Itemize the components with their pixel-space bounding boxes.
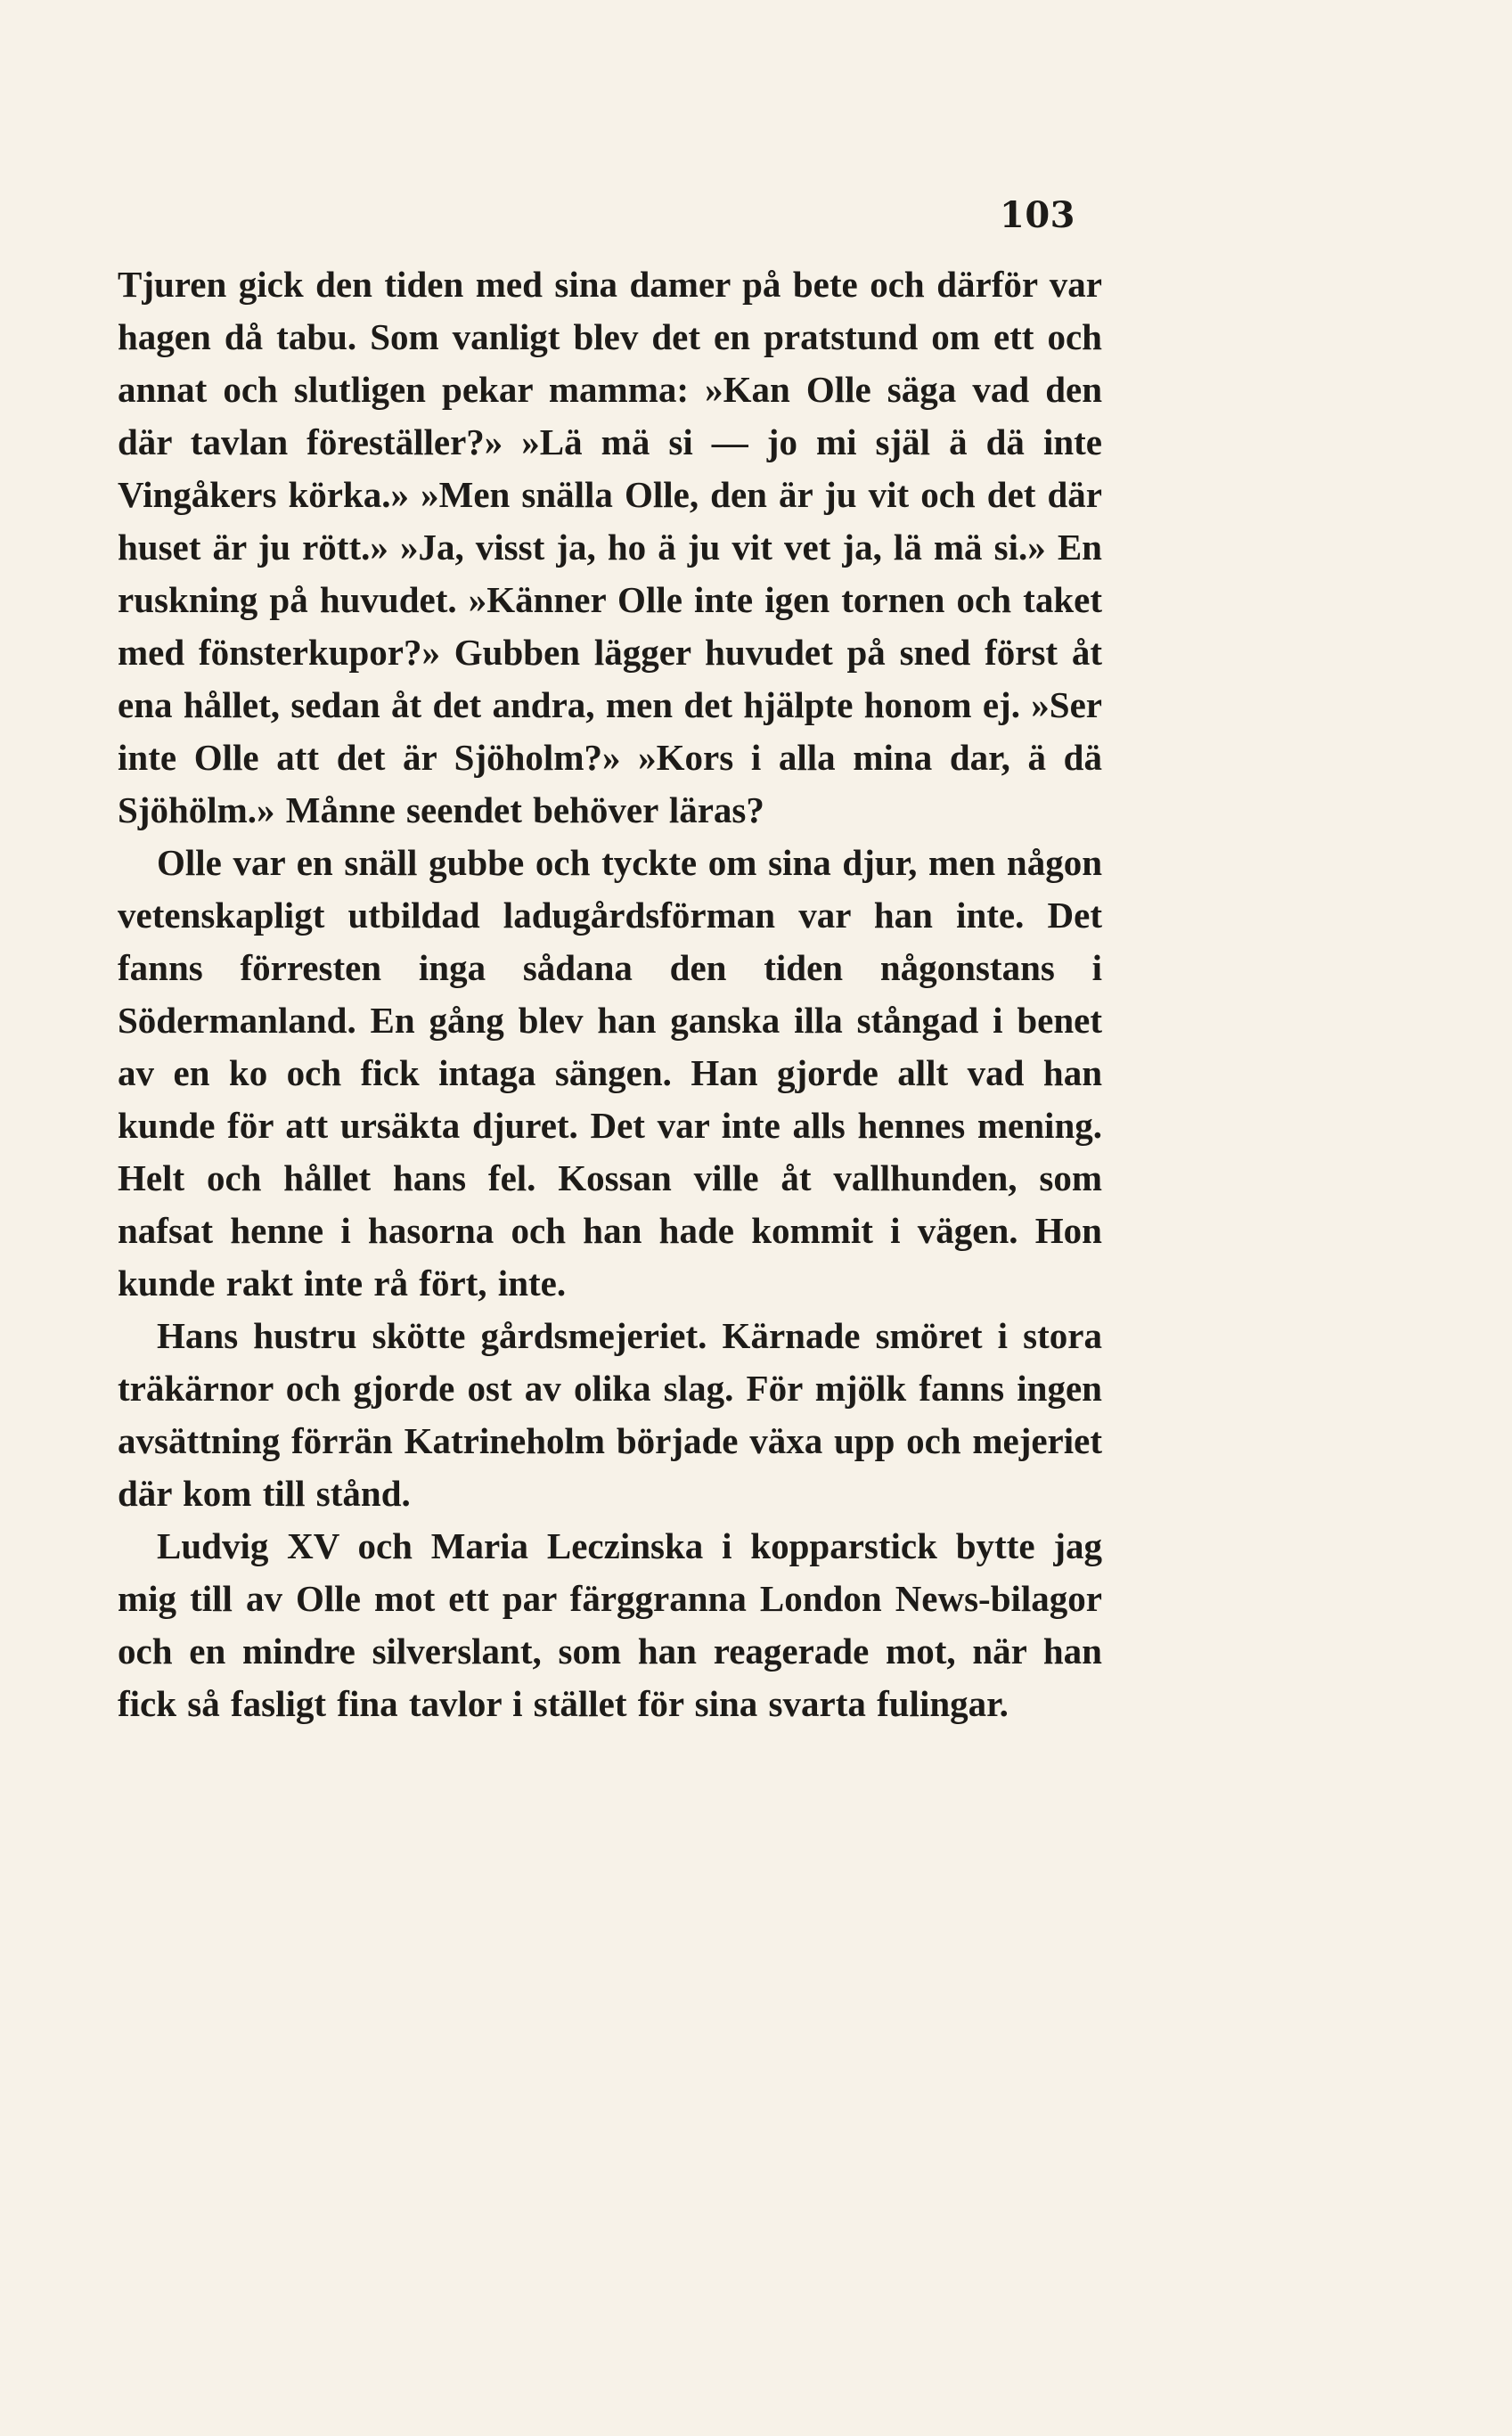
paragraph-1: Tjuren gick den tiden med sina damer på bete och därför var hagen då tabu. Som vanligt blev det en pratstund om ett och annat och slutligen pekar mamma: »Kan Olle säga vad den där tavlan föreställer?» »Lä mä si — jo mi själ ä dä inte Vingåkers körka.» »Men snälla Olle, den är ju vit och det där huset är ju rött.» »Ja, visst ja, ho ä ju vit vet ja, lä mä si.» En ruskning på huvudet. »Känner Olle inte igen tornen och taket med fönsterkupor?» Gubben lägger huvudet på sned först åt ena hållet, sedan åt det andra, men det hjälpte honom ej. »Ser inte Olle att det är Sjöholm?» »Kors i alla mina dar, ä dä Sjöhölm.» Månne seendet behöver läras? [118, 264, 1102, 830]
page-number: 103 [1000, 194, 1075, 236]
body-text [118, 258, 1102, 1730]
paragraph-3: Hans hustru skötte gårdsmejeriet. Kärnade smöret i stora träkärnor och gjorde ost av olika slag. För mjölk fanns ingen avsättning förrän Katrineholm började växa upp och mejeriet där kom till stånd. [118, 1315, 1102, 1514]
paragraph-2: Olle var en snäll gubbe och tyckte om sina djur, men någon vetenskapligt utbildad ladugårdsförman var han inte. Det fanns förresten inga sådana den tiden någonstans i Södermanland. En gång blev han ganska illa stångad i benet av en ko och fick intaga sängen. Han gjorde allt vad han kunde för att ursäkta djuret. Det var inte alls hennes mening. Helt och hållet hans fel. Kossan ville åt vallhunden, som nafsat henne i hasorna och han hade kommit i vägen. Hon kunde rakt inte rå fört, inte. [118, 842, 1102, 1304]
paragraph-4: Ludvig XV och Maria Leczinska i kopparstick bytte jag mig till av Olle mot ett par färggranna London News-bilagor och en mindre silverslant, som han reagerade mot, när han fick så fasligt fina tavlor i stället för sina svarta fulingar. [118, 1525, 1102, 1724]
